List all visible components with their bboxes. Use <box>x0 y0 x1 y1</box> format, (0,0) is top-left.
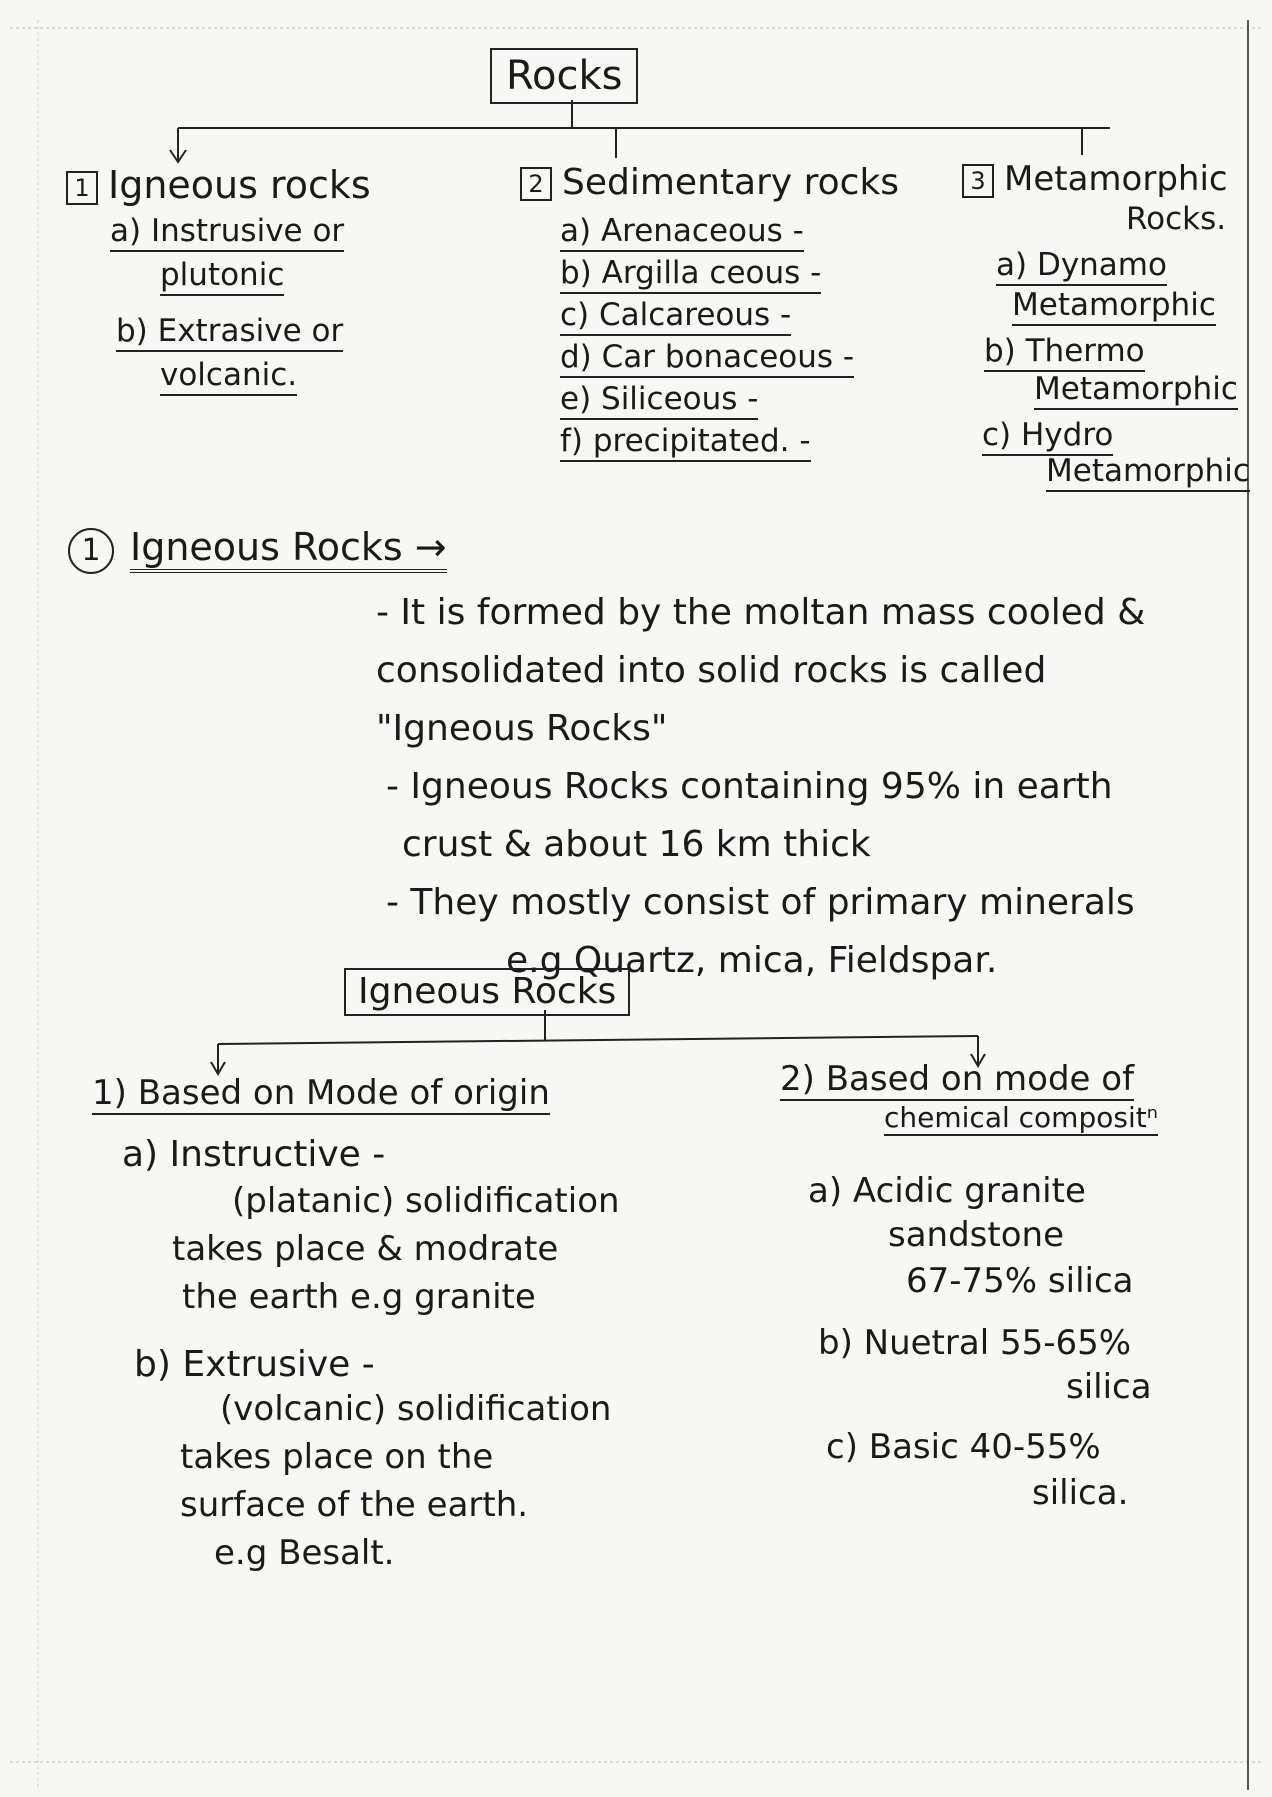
section-heading: 1 Igneous Rocks → <box>68 526 447 574</box>
list-item: c) Calcareous - <box>560 298 791 336</box>
subtype-title: a) Instructive - <box>122 1134 386 1175</box>
paragraph-line: - They mostly consist of primary minerals <box>386 882 1135 923</box>
paragraph-line: "Igneous Rocks" <box>376 708 668 749</box>
subtype-line: the earth e.g granite <box>182 1277 536 1317</box>
paragraph-line: - It is formed by the moltan mass cooled & <box>376 592 1146 633</box>
subtype-line: c) Basic 40-55% <box>826 1427 1101 1467</box>
list-item: Metamorphic <box>1012 288 1216 326</box>
category-number: 2 <box>520 167 552 201</box>
page-title: Rocks <box>490 48 638 104</box>
paragraph-line: crust & about 16 km thick <box>402 824 871 865</box>
category-metamorphic-title: 3 Metamorphic <box>962 160 1228 199</box>
subtype-line: b) Nuetral 55-65% <box>818 1323 1132 1363</box>
list-item: a) Dynamo <box>996 248 1167 286</box>
paragraph-line: - Igneous Rocks containing 95% in earth <box>386 766 1113 807</box>
branch-heading-composition-line2: chemical compositⁿ <box>884 1102 1158 1136</box>
subtype-line: silica <box>1066 1367 1152 1407</box>
category-metamorphic-title-line2: Rocks. <box>1126 201 1227 237</box>
igneous-tree-title: Igneous Rocks <box>344 968 630 1016</box>
subtype-line: sandstone <box>888 1215 1064 1255</box>
branch-heading-composition: 2) Based on mode of <box>780 1060 1134 1101</box>
list-item: b) Argilla ceous - <box>560 256 821 294</box>
list-item: plutonic <box>160 258 284 296</box>
subtype-line: takes place on the <box>180 1437 494 1477</box>
list-item: Metamorphic <box>1046 454 1250 492</box>
subtype-line: 67-75% silica <box>906 1261 1134 1301</box>
subtype-line: (volcanic) solidification <box>220 1389 612 1429</box>
list-item: volcanic. <box>160 358 297 396</box>
category-sedimentary-title: 2 Sedimentary rocks <box>520 162 899 203</box>
list-item: b) Thermo <box>984 334 1145 372</box>
paragraph-line: consolidated into solid rocks is called <box>376 650 1047 691</box>
list-item: c) Hydro <box>982 418 1113 456</box>
category-number: 3 <box>962 164 994 198</box>
list-item: a) Instrusive or <box>110 214 344 252</box>
subtype-line: surface of the earth. <box>180 1485 529 1525</box>
category-igneous-title: 1 Igneous rocks <box>66 164 371 208</box>
subtype-title: b) Extrusive - <box>134 1344 375 1385</box>
subtype-line: silica. <box>1032 1473 1129 1513</box>
list-item: f) precipitated. - <box>560 424 811 462</box>
list-item: e) Siliceous - <box>560 382 758 420</box>
section-paragraph <box>376 584 1145 990</box>
paragraph-line: e.g Quartz, mica, Fieldspar. <box>506 940 998 981</box>
list-item: d) Car bonaceous - <box>560 340 854 378</box>
section-number: 1 <box>68 528 114 574</box>
subtype-line: a) Acidic granite <box>808 1171 1086 1211</box>
category-number: 1 <box>66 171 98 205</box>
subtype-line: e.g Besalt. <box>214 1533 395 1573</box>
subtype-line: takes place & modrate <box>172 1229 559 1269</box>
subtype-line: (platanic) solidification <box>232 1181 620 1221</box>
list-item: a) Arenaceous - <box>560 214 804 252</box>
list-item: Metamorphic <box>1034 372 1238 410</box>
branch-heading-origin: 1) Based on Mode of origin <box>92 1074 550 1115</box>
list-item: b) Extrasive or <box>116 314 343 352</box>
